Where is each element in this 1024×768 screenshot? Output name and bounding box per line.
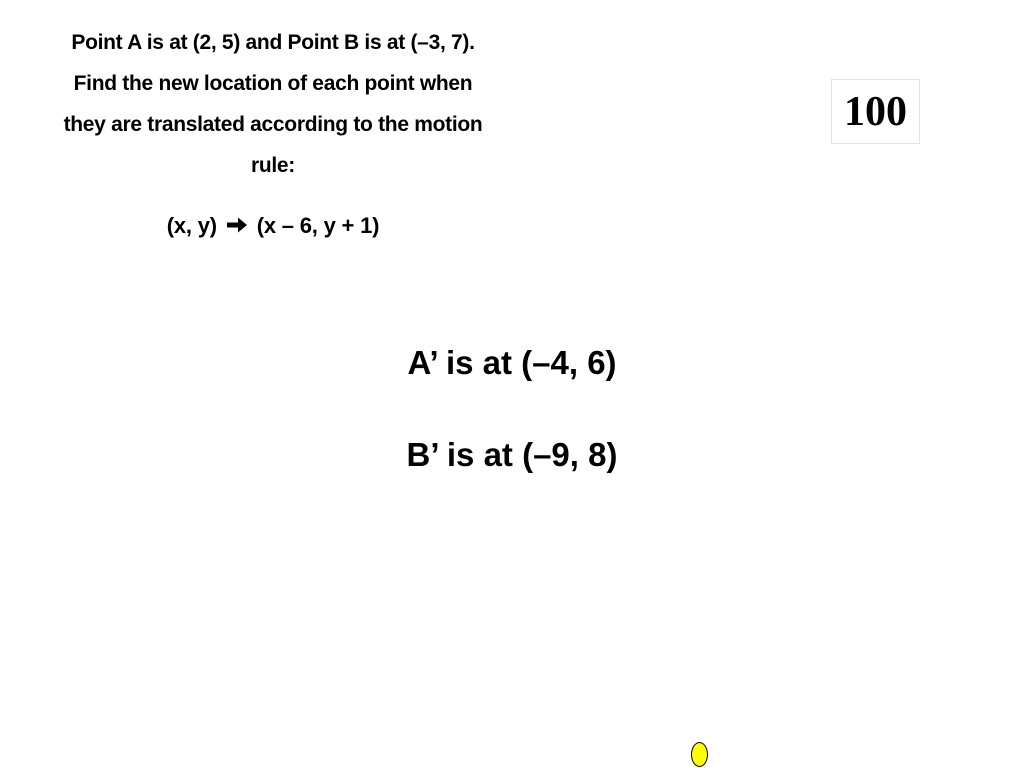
rule-input: (x, y) xyxy=(166,213,217,238)
motion-rule xyxy=(20,204,526,250)
question-text xyxy=(20,22,526,186)
point-value: 100 xyxy=(844,88,907,135)
question-line: rule: xyxy=(250,154,295,177)
question-line: they are translated according to the motion xyxy=(63,113,483,136)
nav-dot-button[interactable] xyxy=(691,742,708,767)
rule-output: (x – 6, y + 1) xyxy=(256,213,380,238)
point-value-box xyxy=(831,79,920,144)
question-line: Find the new location of each point when xyxy=(73,72,473,95)
answer-b: B’ is at (–9, 8) xyxy=(406,436,618,473)
answer-a: A’ is at (–4, 6) xyxy=(407,344,617,381)
right-arrow-icon xyxy=(225,206,249,250)
question-line: Point A is at (2, 5) and Point B is at (–3, 7). xyxy=(71,31,475,54)
